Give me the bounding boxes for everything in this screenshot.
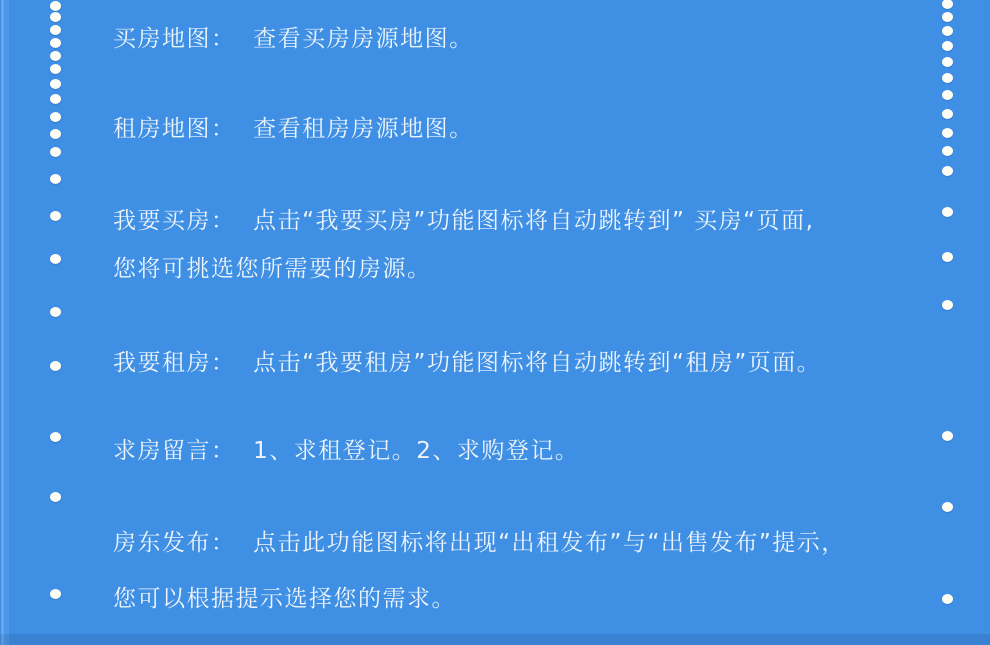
border-dot [50,79,61,89]
border-dot [50,589,61,599]
border-dot [50,432,61,442]
border-dot [50,307,61,317]
border-dot [942,166,953,176]
border-dot [50,147,61,157]
border-dot [50,38,61,48]
border-dot [942,594,953,604]
border-dot [942,41,953,51]
border-dot [942,207,953,217]
border-dot [942,12,953,22]
border-dot [942,502,953,512]
guide-line: 租房地图： 查看租房房源地图。 [113,116,474,142]
guide-line: 房东发布： 点击此功能图标将出现“出租发布”与“出售发布”提示， [113,530,846,556]
border-dot [942,0,953,9]
border-dot [942,128,953,138]
guide-line: 您将可挑选您所需要的房源。 [113,256,432,282]
border-dot [942,252,953,262]
border-dot [50,361,61,371]
guide-line: 求房留言： 1、求租登记。2、求购登记。 [113,438,580,464]
guide-line: 买房地图： 查看买房房源地图。 [113,26,474,52]
border-dot [50,492,61,502]
border-dot [50,129,61,139]
border-dot [50,12,61,22]
border-dot [50,25,61,35]
guide-line: 我要租房： 点击“我要租房”功能图标将自动跳转到“租房”页面。 [113,350,822,376]
border-dot [942,146,953,156]
border-dot [942,57,953,67]
border-dot [942,431,953,441]
border-dot [50,211,61,221]
border-dot [942,90,953,100]
bottom-edge-shade [0,634,990,645]
border-dot [50,254,61,264]
border-dot [50,112,61,122]
border-dot [50,64,61,74]
guide-line: 您可以根据提示选择您的需求。 [113,586,456,612]
border-dot [942,300,953,310]
border-dot [942,109,953,119]
left-edge-soft-highlight [4,0,9,645]
border-dot [50,1,61,11]
guide-line: 我要买房： 点击“我要买房”功能图标将自动跳转到” 买房“页面, [113,208,815,234]
border-dot [50,51,61,61]
border-dot [942,73,953,83]
border-dot [50,174,61,184]
border-dot [50,94,61,104]
border-dot [942,26,953,36]
